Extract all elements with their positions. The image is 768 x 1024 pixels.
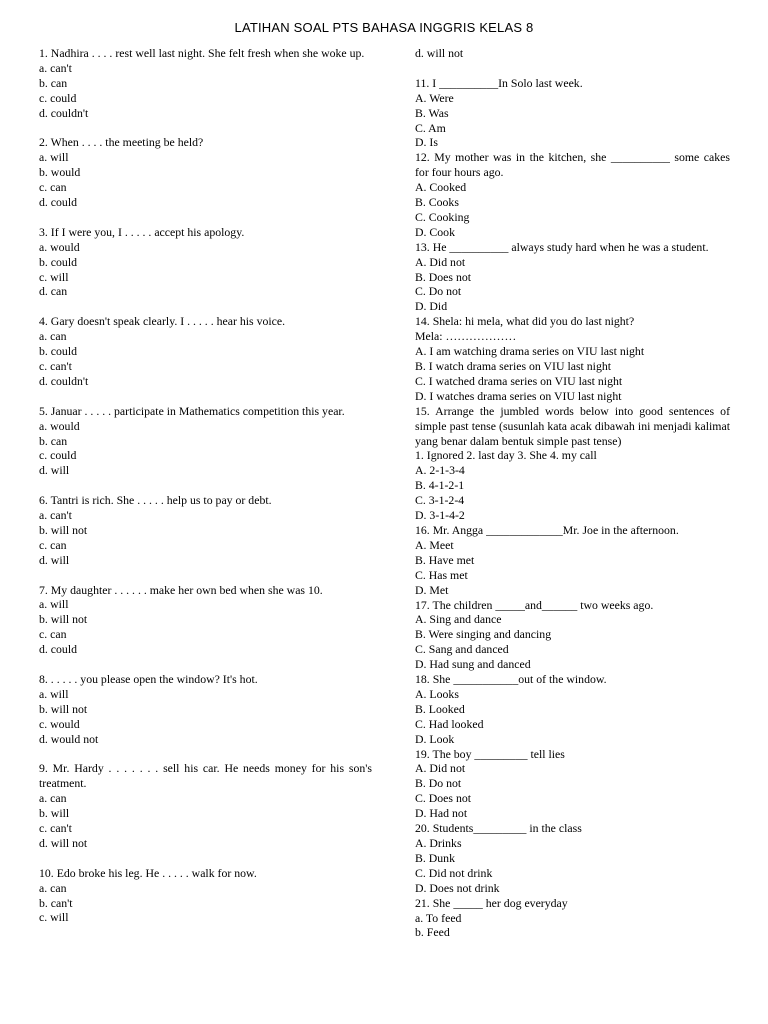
answer-option: a. will: [39, 150, 69, 165]
question-block: [39, 135, 372, 210]
answer-option: b. could: [39, 254, 78, 269]
answer-option: a. would: [39, 239, 80, 254]
question-block: [415, 76, 730, 151]
question-text: 13. He __________ always study hard when he was a student.: [415, 239, 709, 254]
answer-option: C. 3-1-2-4: [415, 493, 465, 508]
question-text: 12. My mother was in the kitchen, she __________ some cakes for four hours ago.: [415, 150, 730, 180]
question-block: [415, 314, 730, 403]
question-text: 5. Januar . . . . . participate in Mathematics competition this year.: [39, 403, 345, 418]
answer-option: Mela: ………………: [415, 329, 517, 344]
question-text: 3. If I were you, I . . . . . accept his apology.: [39, 224, 245, 239]
answer-option: d. could: [39, 195, 78, 210]
answer-option: C. Did not drink: [415, 865, 493, 880]
answer-option: c. can: [39, 537, 67, 552]
question-text: 9. Mr. Hardy . . . . . . . sell his car. He needs money for his son's treatment.: [39, 761, 372, 791]
answer-option: a. will: [39, 597, 69, 612]
answer-option: A. Did not: [415, 761, 466, 776]
answer-option: b. can't: [39, 895, 73, 910]
answer-option: D. Had sung and danced: [415, 657, 531, 672]
answer-option: b. would: [39, 165, 81, 180]
answer-option: A. Drinks: [415, 836, 462, 851]
question-text: 6. Tantri is rich. She . . . . . help us to pay or debt.: [39, 493, 272, 508]
question-block: [415, 150, 730, 239]
question-text: 20. Students_________ in the class: [415, 821, 582, 836]
question-text: 1. Nadhira . . . . rest well last night. She felt fresh when she woke up.: [39, 46, 365, 60]
answer-option: B. I watch drama series on VIU last night: [415, 359, 612, 374]
answer-option: 1. Ignored 2. last day 3. She 4. my call: [415, 448, 597, 463]
question-block: [39, 404, 372, 479]
answer-option: A. 2-1-3-4: [415, 463, 465, 478]
answer-option: d. will not: [39, 835, 88, 850]
answer-option: d. couldn't: [39, 373, 89, 388]
answer-option: A. I am watching drama series on VIU last night: [415, 344, 645, 359]
question-block: [39, 672, 372, 747]
answer-option: D. 3-1-4-2: [415, 508, 465, 523]
answer-option: D. Is: [415, 135, 438, 150]
question-block: [39, 866, 372, 926]
answer-option: c. will: [39, 269, 69, 284]
page-title: LATIHAN SOAL PTS BAHASA INGGRIS KELAS 8: [234, 20, 534, 35]
question-block: [415, 896, 730, 941]
answer-option: d. will: [39, 552, 70, 567]
answer-option: D. Did: [415, 299, 448, 314]
question-text: 17. The children _____and______ two weeks ago.: [415, 597, 654, 612]
question-text: 16. Mr. Angga _____________Mr. Joe in the afternoon.: [415, 522, 679, 537]
answer-option: A. Looks: [415, 686, 459, 701]
question-block: [415, 821, 730, 896]
answer-option: c. would: [39, 716, 80, 731]
question-block: [415, 404, 730, 523]
question-block: [415, 747, 730, 822]
question-block: [39, 493, 372, 568]
answer-option: C. Cooking: [415, 209, 470, 224]
answer-option: a. can: [39, 880, 67, 895]
question-block: [39, 314, 372, 389]
answer-option: c. can: [39, 627, 67, 642]
answer-option: C. I watched drama series on VIU last night: [415, 373, 623, 388]
question-text: 4. Gary doesn't speak clearly. I . . . . . hear his voice.: [39, 314, 286, 329]
answer-option: A. Were: [415, 90, 454, 105]
answer-option: C. Had looked: [415, 716, 484, 731]
answer-option: c. can't: [39, 821, 72, 835]
answer-option: c. can't: [39, 358, 72, 373]
answer-option: B. 4-1-2-1: [415, 478, 465, 493]
question-text: 14. Shela: hi mela, what did you do last night?: [415, 314, 635, 329]
question-block: [415, 672, 730, 747]
answer-option: B. Do not: [415, 776, 462, 791]
question-text: 15. Arrange the jumbled words below into good sentences of simple past tense (susunlah kata acak dibawah ini menjadi kalimat yang benar dalam bentuk simple past tense): [415, 403, 730, 448]
question-block: [415, 240, 730, 315]
question-text: 18. She ___________out of the window.: [415, 672, 607, 687]
answer-option: B. Were singing and dancing: [415, 627, 552, 642]
answer-option: B. Cooks: [415, 195, 459, 210]
answer-option: D. Look: [415, 731, 455, 746]
answer-option: A. Meet: [415, 537, 454, 552]
answer-option: A. Cooked: [415, 180, 467, 195]
answer-option: b. will not: [39, 522, 88, 537]
answer-option: b. will not: [39, 612, 88, 627]
question-text: 11. I __________In Solo last week.: [415, 75, 583, 90]
answer-option: b. could: [39, 344, 78, 359]
answer-option: D. Had not: [415, 806, 468, 821]
answer-option: a. To feed: [415, 910, 462, 925]
answer-option: B. Dunk: [415, 850, 455, 865]
question-block: [39, 46, 372, 121]
answer-option: b. can: [39, 75, 68, 90]
answer-option: A. Did not: [415, 254, 466, 269]
question-block: [39, 225, 372, 300]
question-block: [415, 46, 730, 61]
answer-option: b. will not: [39, 701, 88, 716]
answer-option: a. will: [39, 686, 69, 701]
answer-option: B. Have met: [415, 552, 475, 567]
question-text: 2. When . . . . the meeting be held?: [39, 135, 204, 150]
answer-option: C. Do not: [415, 284, 462, 299]
answer-option: b. can: [39, 433, 68, 448]
answer-option: b. Feed: [415, 925, 450, 940]
answer-option: c. could: [39, 90, 77, 105]
right-column: [415, 46, 730, 940]
answer-option: a. can't: [39, 508, 72, 523]
answer-option: B. Does not: [415, 269, 472, 284]
answer-option: a. can: [39, 791, 67, 806]
question-text: 21. She _____ her dog everyday: [415, 895, 568, 910]
answer-option: d. will: [39, 463, 70, 478]
answer-option: d. would not: [39, 731, 99, 746]
question-block: [39, 583, 372, 658]
left-column: [39, 46, 372, 925]
answer-option: C. Sang and danced: [415, 642, 509, 657]
answer-option: C. Has met: [415, 567, 468, 582]
answer-option: D. Met: [415, 582, 449, 597]
question-block: [415, 598, 730, 673]
answer-option: c. will: [39, 910, 69, 925]
answer-option: a. can't: [39, 60, 72, 75]
answer-option: d. could: [39, 642, 78, 657]
question-block: [39, 761, 372, 850]
answer-option: d. will not: [415, 46, 464, 60]
answer-option: a. would: [39, 418, 80, 433]
answer-option: d. can: [39, 284, 68, 299]
answer-option: A. Sing and dance: [415, 612, 502, 627]
question-text: 7. My daughter . . . . . . make her own bed when she was 10.: [39, 582, 323, 597]
question-text: 19. The boy _________ tell lies: [415, 746, 565, 761]
question-text: 10. Edo broke his leg. He . . . . . walk for now.: [39, 865, 257, 880]
answer-option: a. can: [39, 329, 67, 344]
question-text: 8. . . . . . you please open the window? It's hot.: [39, 671, 258, 686]
answer-option: b. will: [39, 806, 70, 821]
answer-option: D. Cook: [415, 224, 455, 239]
answer-option: c. can: [39, 180, 67, 195]
answer-option: C. Am: [415, 120, 446, 135]
answer-option: C. Does not: [415, 791, 472, 806]
answer-option: D. I watches drama series on VIU last night: [415, 388, 622, 403]
answer-option: B. Was: [415, 105, 449, 120]
question-block: [415, 523, 730, 598]
answer-option: c. could: [39, 448, 77, 463]
answer-option: B. Looked: [415, 701, 465, 716]
answer-option: D. Does not drink: [415, 880, 500, 895]
answer-option: d. couldn't: [39, 105, 89, 120]
